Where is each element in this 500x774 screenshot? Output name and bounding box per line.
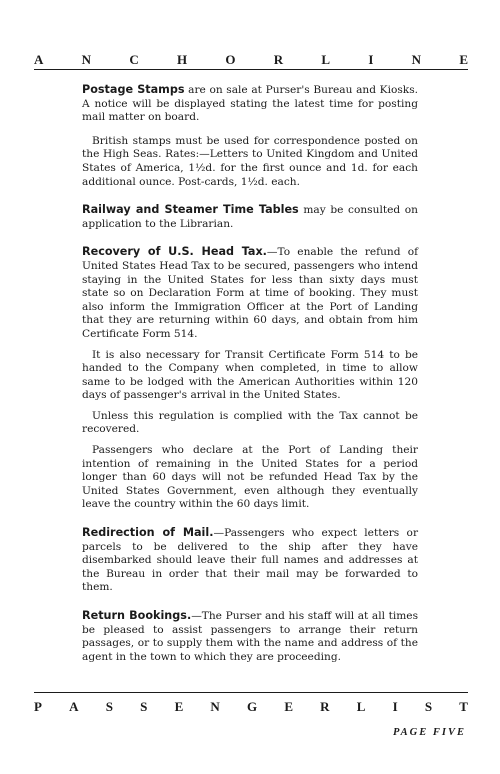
text-railway: may be consulted on application to the Librarian. bbox=[82, 204, 418, 230]
footer-passenger-list bbox=[34, 699, 468, 715]
text-return-bookings: —The Purser and his staff will at all times be pleased to assist passengers to arrange their return passages, or to supply them with the name and address of the agent in the town to which they are proceeding. bbox=[82, 610, 419, 663]
heading-redirection-mail: Redirection of Mail. bbox=[82, 526, 214, 540]
footer-letter: T bbox=[459, 699, 468, 714]
footer-letter: R bbox=[320, 699, 330, 714]
header-letter: L bbox=[321, 52, 331, 67]
footer-letter: S bbox=[140, 699, 148, 714]
header-letter: C bbox=[129, 52, 139, 67]
paragraph-redirection-mail bbox=[82, 526, 418, 595]
footer-rule bbox=[34, 692, 468, 693]
paragraph-railway bbox=[82, 203, 418, 231]
paragraph-regulation: Unless this regulation is complied with the Tax cannot be recovered. bbox=[82, 409, 418, 436]
heading-postage-stamps: Postage Stamps bbox=[82, 83, 185, 96]
header-letter: H bbox=[176, 52, 188, 67]
paragraph-return-bookings bbox=[82, 609, 418, 664]
footer-letter: N bbox=[210, 699, 220, 714]
header-letter: R bbox=[273, 52, 284, 67]
header-letter: O bbox=[225, 52, 236, 67]
paragraph-transit-certificate: It is also necessary for Transit Certificate Form 514 to be handed to the Company when completed, in time to allow same to be lodged with the American Authorities within 120 days of passenger's arrival in the United States. bbox=[82, 348, 418, 402]
paragraph-postage bbox=[82, 83, 418, 125]
body-content bbox=[82, 83, 418, 664]
header-rule bbox=[34, 69, 468, 70]
text-redirection-mail: —Passengers who expect letters or parcels to be delivered to the ship after they have disembarked should leave their full names and addresses at the Bureau in order that their mail may be forwarded to them. bbox=[82, 527, 419, 594]
text-head-tax: —To enable the refund of United States Head Tax to be secured, passengers who intend staying in the United States for less than sixty days must state so on Declaration Form at time of booking. They must also inform the Immigration Officer at the Port of Landing that they are returning within 60 days, and obtain from him Certificate Form 514. bbox=[82, 246, 418, 340]
header-anchor-line bbox=[34, 52, 468, 68]
header-letter: N bbox=[81, 52, 92, 67]
heading-head-tax: Recovery of U.S. Head Tax. bbox=[82, 245, 267, 259]
paragraph-head-tax bbox=[82, 245, 418, 341]
footer-letter: E bbox=[284, 699, 293, 714]
header-letter: A bbox=[34, 52, 44, 67]
header-letter: E bbox=[459, 52, 468, 67]
text-postage: are on sale at Purser's Bureau and Kiosks. A notice will be displayed stating the latest time for posting mail matter on board. bbox=[82, 84, 418, 124]
footer-letter: S bbox=[105, 699, 113, 714]
paragraph-declare: Passengers who declare at the Port of Landing their intention of remaining in the United States for a period longer than 60 days will not be refunded Head Tax by the United States Government, even although they eventually leave the country within the 60 days limit. bbox=[82, 444, 418, 511]
heading-return-bookings: Return Bookings. bbox=[82, 609, 192, 622]
header-letter: N bbox=[411, 52, 422, 67]
footer-letter: G bbox=[247, 699, 258, 714]
heading-railway-tables: Railway and Steamer Time Tables bbox=[82, 203, 299, 217]
footer-letter: P bbox=[34, 699, 42, 714]
footer-letter: L bbox=[356, 699, 366, 714]
footer-letter: I bbox=[392, 699, 398, 714]
footer-letter: E bbox=[174, 699, 184, 714]
footer-letter: S bbox=[424, 699, 433, 714]
page-number: PAGE FIVE bbox=[393, 727, 466, 738]
header-letter: I bbox=[368, 52, 374, 67]
paragraph-british-stamps: British stamps must be used for correspondence posted on the High Seas. Rates:—Letters to United Kingdom and United States of America, 1½d. for the first ounce and 1d. for each additional ounce. Post-cards, 1½d. each. bbox=[82, 134, 418, 188]
footer-letter: A bbox=[69, 699, 79, 714]
